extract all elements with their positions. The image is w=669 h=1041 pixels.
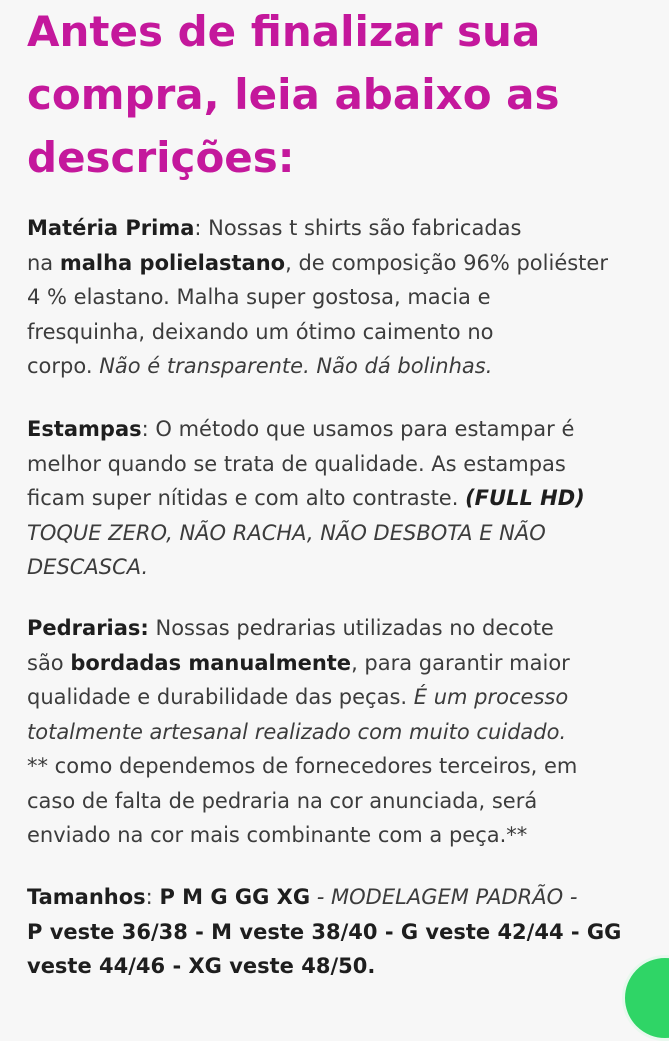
estampas-section <box>27 412 669 585</box>
estampas-line-5: DESCASCA. <box>27 555 149 579</box>
estampas-line-4: TOQUE ZERO, NÃO RACHA, NÃO DESBOTA E NÃO <box>27 520 546 545</box>
materia-line-1 <box>27 211 669 246</box>
tamanhos-label: Tamanhos <box>27 885 146 909</box>
materia-line-5-pre: corpo. <box>27 354 100 378</box>
materia-line-5-italic: Não é transparente. Não dá bolinhas. <box>99 354 493 378</box>
estampas-line-1 <box>27 412 669 447</box>
materia-line-2-text: , de composição 96% poliéster <box>285 250 608 275</box>
tamanhos-sizes: P M G GG XG <box>159 885 311 909</box>
materia-fabric-bold: malha polielastano <box>59 250 286 275</box>
pedrarias-line-6: caso de falta de pedraria na cor anunciada, será <box>27 788 538 813</box>
pedrarias-section <box>27 611 669 853</box>
tamanhos-line-1 <box>27 880 669 915</box>
materia-prima-section <box>27 211 669 384</box>
pedrarias-line-4: totalmente artesanal realizado com muito cuidado. <box>27 719 567 744</box>
title-line-3: descrições: <box>27 133 295 182</box>
tamanhos-section <box>27 880 669 984</box>
pedrarias-line-3 <box>27 680 669 715</box>
tamanhos-modelagem: - MODELAGEM PADRÃO - <box>310 885 578 909</box>
estampas-line-3-pre: ficam super nítidas e com alto contraste. <box>27 486 466 510</box>
pedrarias-line-7: enviado na cor mais combinante com a peça.** <box>27 823 528 847</box>
tamanhos-line-2: P veste 36/38 - M veste 38/40 - G veste 42/44 - GG <box>27 919 622 944</box>
pedrarias-line-2-pre: são <box>27 650 71 675</box>
estampas-line-3 <box>27 481 669 516</box>
estampas-line-1-text: : O método que usamos para estampar é <box>141 417 575 441</box>
pedrarias-line-1 <box>27 611 669 646</box>
pedrarias-line-1-text: Nossas pedrarias utilizadas no decote <box>148 616 554 640</box>
estampas-full-hd: (FULL HD) <box>465 486 585 510</box>
estampas-line-2: melhor quando se trata de qualidade. As estampas <box>27 451 566 476</box>
pedrarias-line-3-pre: qualidade e durabilidade das peças. <box>27 685 414 709</box>
materia-line-2 <box>27 246 669 281</box>
page-title <box>27 0 667 189</box>
tamanhos-line-3: veste 44/46 - XG veste 48/50. <box>27 954 376 978</box>
pedrarias-label: Pedrarias: <box>27 616 149 640</box>
title-line-1: Antes de finalizar sua <box>27 7 541 56</box>
pedrarias-line-2 <box>27 646 669 681</box>
materia-line-5 <box>27 349 669 384</box>
materia-line-1-text: : Nossas t shirts são fabricadas <box>194 216 522 240</box>
tamanhos-sep: : <box>145 885 160 909</box>
pedrarias-line-3-italic: É um processo <box>413 685 569 709</box>
materia-line-2-pre: na <box>27 250 60 275</box>
title-line-2: compra, leia abaixo as <box>27 70 560 119</box>
materia-line-4: fresquinha, deixando um ótimo caimento no <box>27 319 494 344</box>
pedrarias-line-5: ** como dependemos de fornecedores terceiros, em <box>27 754 578 778</box>
materia-label: Matéria Prima <box>27 216 195 240</box>
pedrarias-line-2-text: , para garantir maior <box>351 650 570 675</box>
pedrarias-bold: bordadas manualmente <box>70 650 352 675</box>
estampas-label: Estampas <box>27 417 142 441</box>
materia-line-3: 4 % elastano. Malha super gostosa, macia e <box>27 285 491 309</box>
